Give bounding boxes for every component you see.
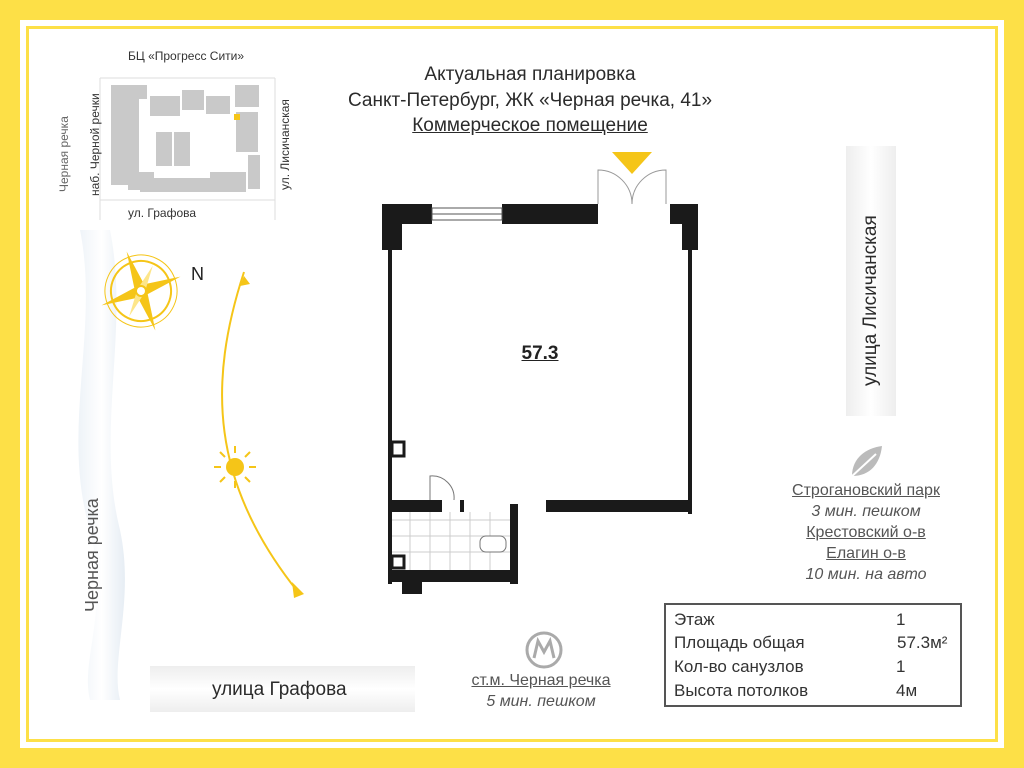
info-row [674,633,958,655]
sun-path [200,262,320,607]
info-table [664,603,962,707]
title-line-2: Санкт-Петербург, ЖК «Черная речка, 41» [347,90,713,111]
floor-plan [376,148,706,598]
island-1: Крестовский о-в [806,524,926,541]
info-key: Этаж [674,610,715,629]
island-time: 10 мин. на авто [805,566,927,583]
info-key: Высота потолков [674,681,809,700]
park-time: 3 мин. пешком [811,503,921,520]
metro-icon [524,630,564,670]
entrance-arrow-icon [612,152,652,174]
metro-name: ст.м. Черная речка [471,672,611,689]
minimap-bottom-label: ул. Графова [128,206,197,220]
room-area-label: 57.3 [521,343,559,364]
island-2: Елагин о-в [826,545,906,562]
info-row [674,681,958,703]
sun-icon [212,444,258,490]
minimap-left-label: наб. Черной речки [88,93,102,196]
info-key: Площадь общая [674,633,805,652]
info-row [674,610,958,632]
north-label: N [191,264,204,284]
poi-metro [440,670,642,712]
info-row [674,657,958,679]
minimap-right-label: ул. Лисичанская [278,99,292,190]
info-value: 57.3м² [897,633,948,652]
minimap-river-label: Черная речка [57,116,71,192]
street-right-label: улица Лисичанская [860,215,881,386]
metro-time: 5 мин. пешком [486,693,596,710]
info-value: 4м [896,681,918,700]
title-line-3: Коммерческое помещение [412,115,648,136]
compass-icon [96,246,186,336]
river-label: Черная речка [82,498,102,612]
title-line-1: Актуальная планировка [424,64,636,85]
toilet-icon [480,536,506,552]
poi-park [760,480,972,585]
info-value: 1 [896,657,906,676]
minimap-top-label: БЦ «Прогресс Сити» [128,49,245,63]
leaf-icon [846,444,886,480]
street-bottom-label: улица Графова [212,679,347,700]
info-value: 1 [896,610,906,629]
park-name: Строгановский парк [792,482,940,499]
info-key: Кол-во санузлов [674,657,804,676]
